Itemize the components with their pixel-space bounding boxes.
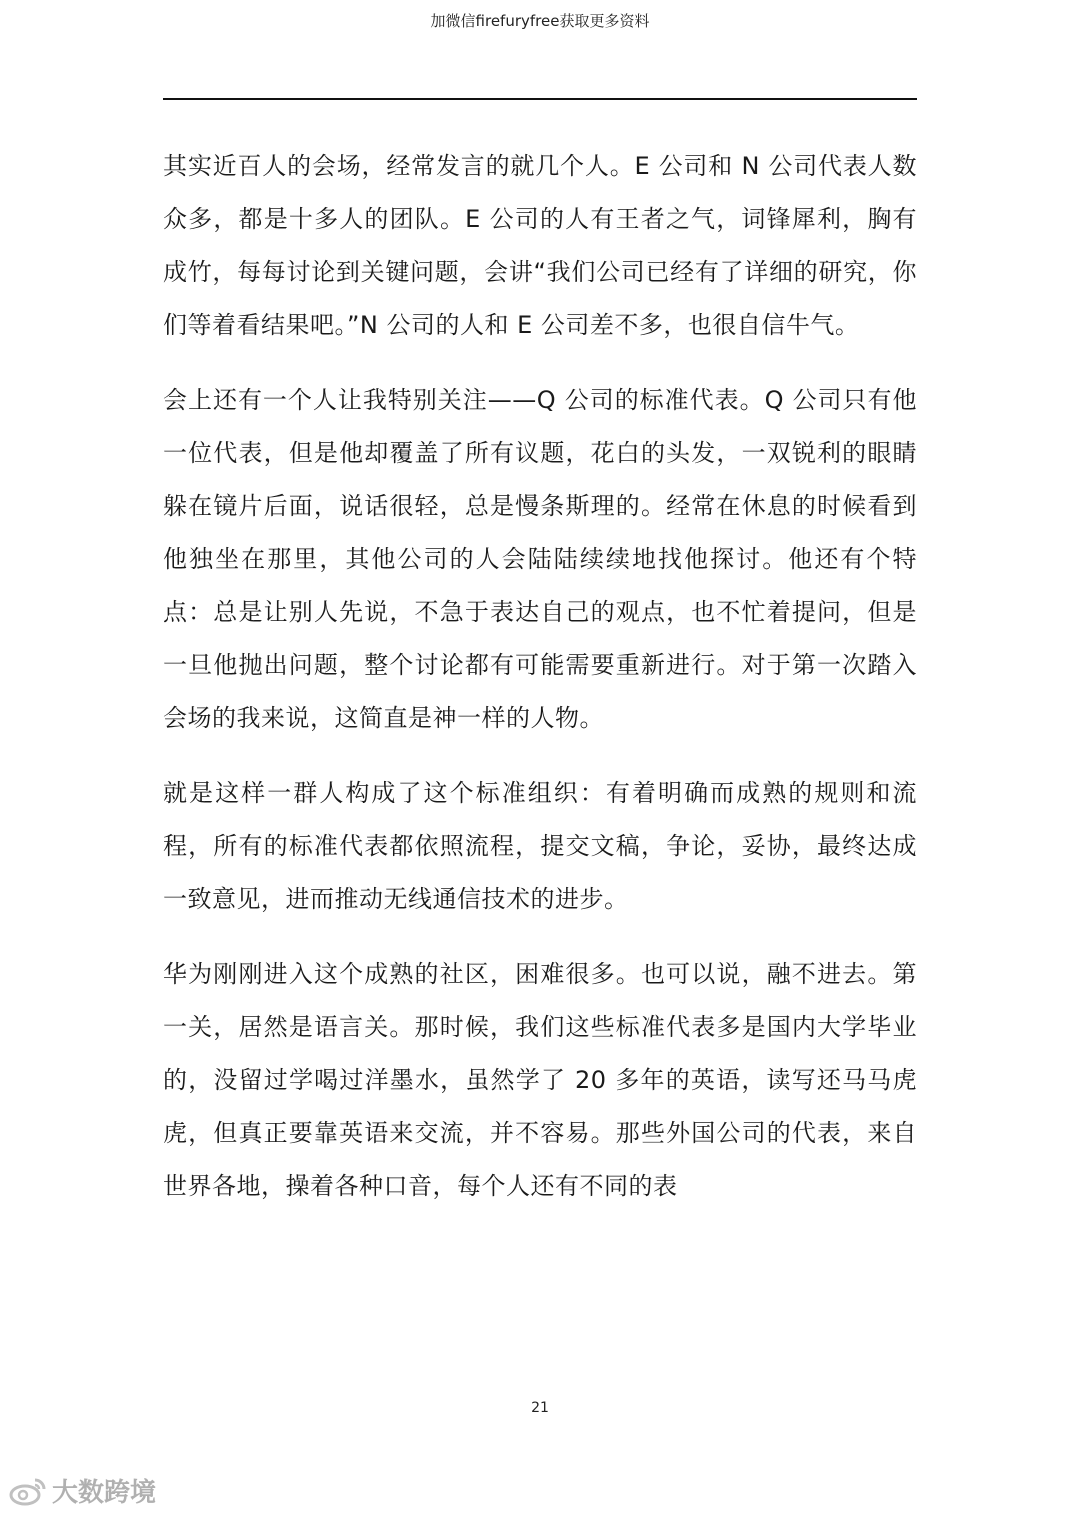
page-number: 21 [531, 1400, 549, 1416]
header-rule [163, 98, 917, 100]
watermark [8, 1472, 156, 1509]
paragraph-4: 华为刚刚进入这个成熟的社区，困难很多。也可以说，融不进去。第一关，居然是语言关。那时候，我们这些标准代表多是国内大学毕业的，没留过学喝过洋墨水，虽然学了 20 多年的英语，读写还马马虎虎，但真正要靠英语来交流，并不容易。那些外国公司的代表，来自世界各地，操着各种口音，每个人还有不同的表 [163, 960, 917, 1200]
paragraph-2: 会上还有一个人让我特别关注——Q 公司的标准代表。Q 公司只有他一位代表，但是他却覆盖了所有议题，花白的头发，一双锐利的眼睛躲在镜片后面，说话很轻，总是慢条斯理的。经常在休息的时候看到他独坐在那里，其他公司的人会陆陆续续地找他探讨。他还有个特点：总是让别人先说，不急于表达自己的观点，也不忙着提问，但是一旦他抛出问题，整个讨论都有可能需要重新进行。对于第一次踏入会场的我来说，这简直是神一样的人物。 [163, 386, 917, 732]
watermark-text: 大数跨境 [52, 1478, 157, 1508]
document-body [163, 140, 917, 1235]
page-header: 加微信firefuryfree获取更多资料 [430, 12, 650, 30]
weibo-icon [8, 1476, 48, 1506]
paragraph-1: 其实近百人的会场，经常发言的就几个人。E 公司和 N 公司代表人数众多，都是十多人的团队。E 公司的人有王者之气，词锋犀利，胸有成竹，每每讨论到关键问题，会讲“我们公司已经有了详细的研究，你们等着看结果吧。”N 公司的人和 E 公司差不多，也很自信牛气。 [163, 152, 917, 339]
paragraph-3: 就是这样一群人构成了这个标准组织：有着明确而成熟的规则和流程，所有的标准代表都依照流程，提交文稿，争论，妥协，最终达成一致意见，进而推动无线通信技术的进步。 [163, 779, 917, 913]
